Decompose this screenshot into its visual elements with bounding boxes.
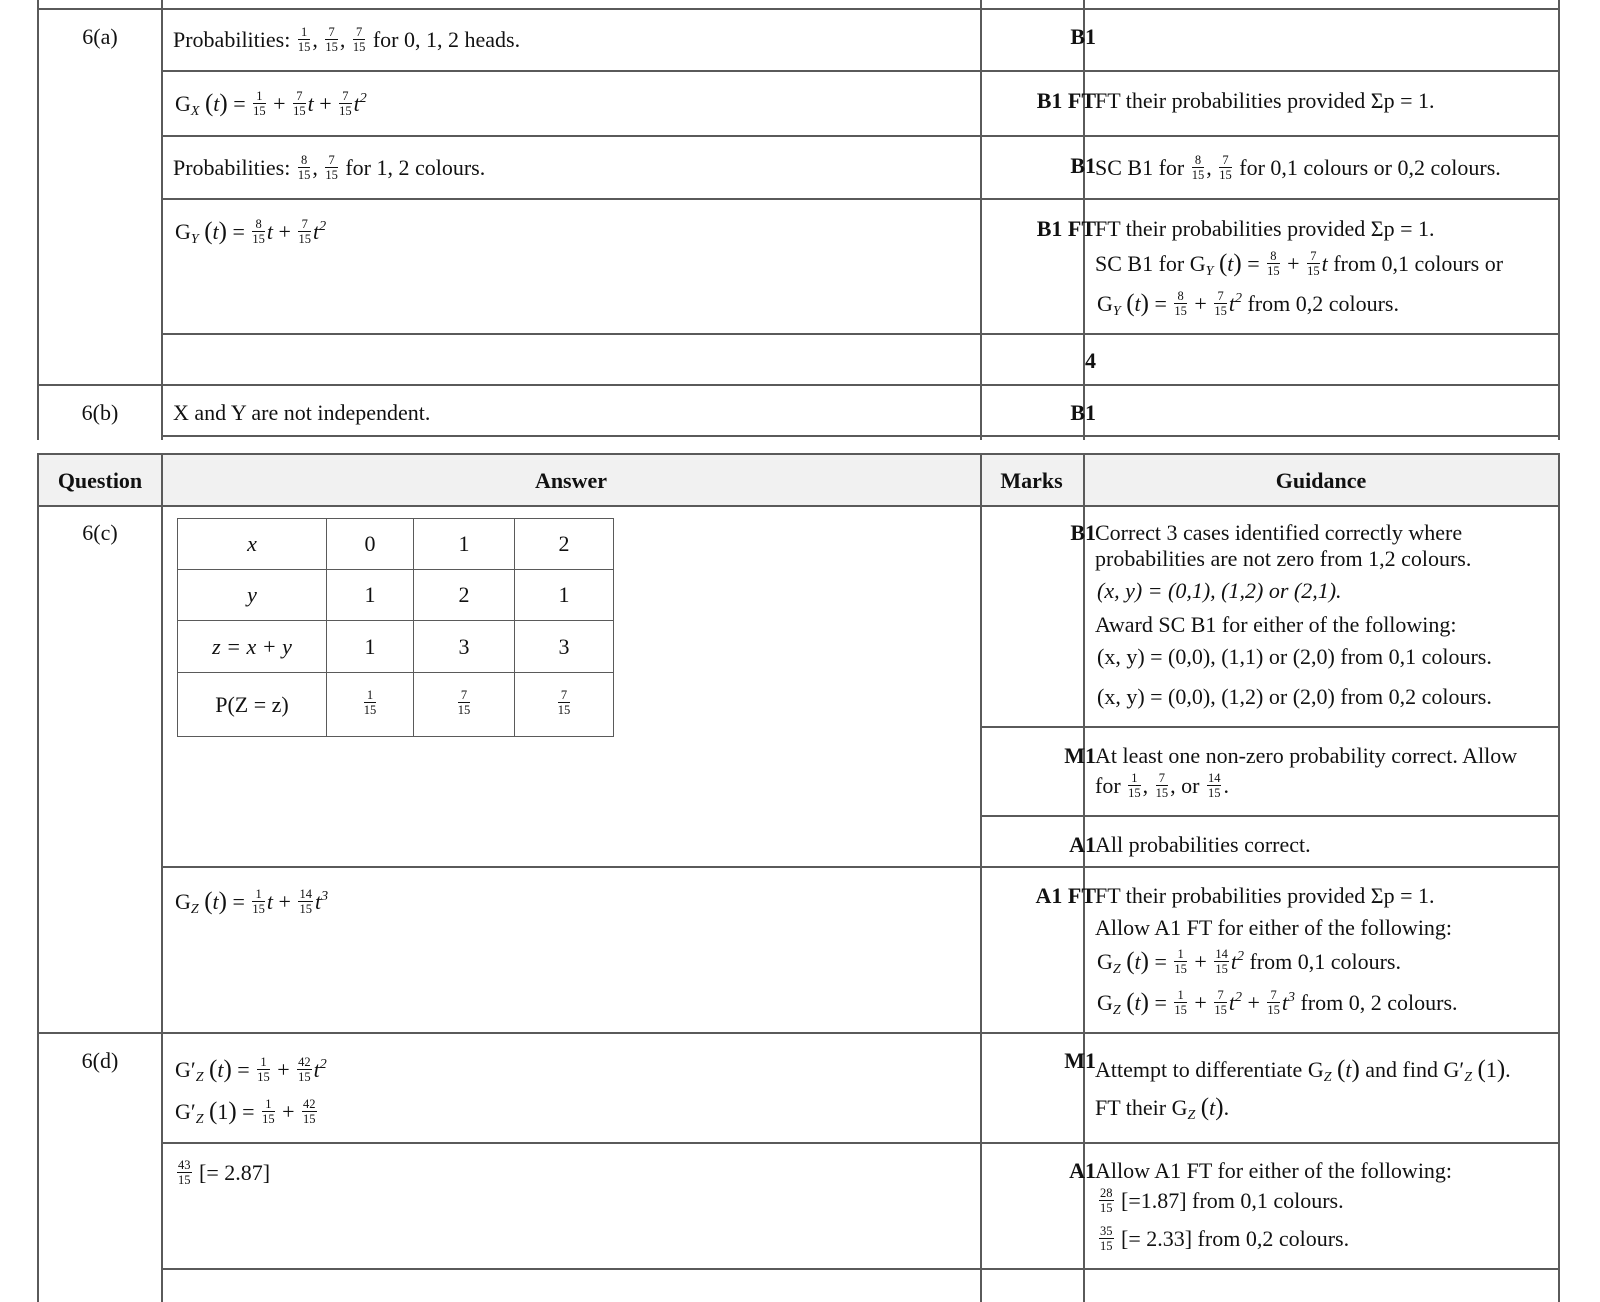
guidance-text: from 0,1 colours or xyxy=(1333,251,1504,276)
rule xyxy=(1558,453,1560,1302)
header-answer: Answer xyxy=(534,468,608,493)
guidance-6c-m1-l1: At least one non-zero probability correct. Allow xyxy=(1095,743,1518,768)
header-marks: Marks xyxy=(1000,468,1063,493)
mark-6a-4: B1 FT xyxy=(1036,216,1096,241)
answer-6c-gz: $G_Z$ (t) = $\frac{1}{15}$ t + $\frac{14}{15}$ $t^3$ xyxy=(175,886,329,917)
guidance-6c-b1-l2: probabilities are not zero from 1,2 colours. xyxy=(1095,546,1472,571)
rule xyxy=(162,1268,1560,1270)
guidance-6c-a1ft-l3: $G_Z$ (t) = $\frac{1}{15}$ + $\frac{14}{15}$ $t^2$ from 0,1 colours. xyxy=(1097,946,1401,977)
mark-6c-a1ft: A1 FT xyxy=(1035,883,1096,908)
denominator: 15 xyxy=(325,168,338,183)
table-row xyxy=(178,673,614,737)
answer-text: X and Y are not independent. xyxy=(173,400,431,425)
table-cell: 3 xyxy=(414,621,515,673)
answer-text: [= 2.87] xyxy=(199,1160,271,1185)
rule xyxy=(980,726,1560,728)
guidance-text: from 0, 2 colours. xyxy=(1300,990,1458,1015)
table-cell: $\frac{7}{15}$ xyxy=(414,673,515,737)
header-guidance: Guidance xyxy=(1275,468,1367,493)
table-header-cell: P(Z = z) xyxy=(178,673,327,737)
mark-6c-b1: B1 xyxy=(1070,520,1096,545)
header-question: Question xyxy=(57,468,143,493)
table-header-cell: x xyxy=(178,519,327,570)
table-cell: 2 xyxy=(414,570,515,621)
question-label-6c: 6(c) xyxy=(82,520,118,545)
numerator: 7 xyxy=(325,26,338,41)
guidance-6c-a1ft-l2: Allow A1 FT for either of the following: xyxy=(1095,915,1453,940)
numerator: 7 xyxy=(353,26,366,41)
table-cell: 1 xyxy=(414,519,515,570)
rule xyxy=(162,435,1560,437)
guidance-6a-4-l2: SC B1 for $G_Y$ (t) = $\frac{8}{15}$ + $\frac{7}{15}$ t from 0,1 colours or xyxy=(1095,248,1504,279)
guidance-6d-a1-l1: Allow A1 FT for either of the following: xyxy=(1095,1158,1453,1183)
guidance-text: [= 2.33] from 0,2 colours. xyxy=(1121,1226,1350,1251)
guidance-text: [=1.87] from 0,1 colours. xyxy=(1121,1188,1344,1213)
guidance-6c-b1-l5: (x, y) = (0,0), (1,1) or (2,0) from 0,1 colours. xyxy=(1097,644,1492,669)
mark-6b: B1 xyxy=(1070,400,1096,425)
rule xyxy=(162,70,1560,72)
answer-6a-probabilities: Probabilities: $\frac{1}{15}$ , $\frac{7}{15}$ , $\frac{7}{15}$ for 0, 1, 2 heads. xyxy=(173,24,521,55)
table-cell: 1 xyxy=(515,570,614,621)
fraction xyxy=(325,154,338,182)
table-row xyxy=(178,570,614,621)
table-row xyxy=(178,621,614,673)
fraction xyxy=(298,154,311,182)
numerator: 1 xyxy=(298,26,311,41)
numerator: 8 xyxy=(298,154,311,169)
guidance-6a-4-l1: FT their probabilities provided Σp = 1. xyxy=(1095,216,1435,241)
table-cell: 1 xyxy=(327,621,414,673)
mark-6c-a1: A1 xyxy=(1069,832,1096,857)
mark-total-6a: 4 xyxy=(1085,348,1096,373)
table-row xyxy=(178,519,614,570)
guidance-6c-a1ft-l1: FT their probabilities provided Σp = 1. xyxy=(1095,883,1435,908)
denominator: 15 xyxy=(297,40,311,55)
rule xyxy=(162,135,1560,137)
guidance-6c-a1: All probabilities correct. xyxy=(1095,832,1311,857)
fraction xyxy=(353,26,366,54)
guidance-6d-a1-l2: $\frac{28}{15}$ [=1.87] from 0,1 colours. xyxy=(1100,1185,1344,1216)
mark-6d-m1: M1 xyxy=(1064,1048,1096,1073)
table-cell: 2 xyxy=(515,519,614,570)
answer-6a-colours: Probabilities: $\frac{8}{15}$ , $\frac{7}{15}$ for 1, 2 colours. xyxy=(173,152,486,183)
answer-6a-gy: $G_Y$ (t) = $\frac{8}{15}$ t + $\frac{7}{15}$ $t^2$ xyxy=(175,216,327,247)
fraction xyxy=(298,26,311,54)
guidance-text: FT their xyxy=(1095,1095,1167,1120)
rule xyxy=(161,453,163,1302)
rule xyxy=(38,505,1560,507)
guidance-text: or xyxy=(1181,773,1200,798)
answer-6b xyxy=(173,400,430,425)
rule xyxy=(38,453,1560,455)
answer-text: Probabilities: xyxy=(173,27,291,52)
rule xyxy=(162,866,1560,868)
table-cell: $\frac{1}{15}$ xyxy=(327,673,414,737)
distribution-table xyxy=(177,518,614,737)
rule xyxy=(38,8,1560,10)
rule xyxy=(980,453,982,1302)
guidance-text: for xyxy=(1095,773,1121,798)
rule xyxy=(38,1032,1560,1034)
guidance-text: SC B1 for xyxy=(1095,251,1185,276)
rule xyxy=(37,453,39,1302)
answer-6d-result: $\frac{43}{15}$ [= 2.87] xyxy=(178,1157,271,1188)
rule xyxy=(980,815,1560,817)
guidance-6c-b1-l6: (x, y) = (0,0), (1,2) or (2,0) from 0,2 colours. xyxy=(1097,684,1492,709)
answer-6d-derivative: $G'_Z$ (t) = $\frac{1}{15}$ + $\frac{42}{15}$ $t^2$ xyxy=(175,1054,327,1085)
denominator: 15 xyxy=(352,40,366,55)
denominator: 15 xyxy=(297,168,311,183)
rule xyxy=(162,1142,1560,1144)
table-cell: 0 xyxy=(327,519,414,570)
guidance-6d-a1-l3: $\frac{35}{15}$ [= 2.33] from 0,2 colours. xyxy=(1100,1223,1350,1254)
guidance-text: from 0,2 colours. xyxy=(1247,291,1399,316)
question-label-6a: 6(a) xyxy=(82,24,118,49)
guidance-6c-b1-l1: Correct 3 cases identified correctly where xyxy=(1095,520,1463,545)
guidance-6c-b1-l4: Award SC B1 for either of the following: xyxy=(1095,612,1457,637)
answer-6d-derivative-at-1: $G'_Z$ (1) = $\frac{1}{15}$ + $\frac{42}{15}$ xyxy=(175,1096,316,1127)
fraction xyxy=(325,26,338,54)
rule xyxy=(38,384,1560,386)
answer-6a-gx: $G_X$ (t) = $\frac{1}{15}$ + $\frac{7}{15}$ t + $\frac{7}{15}$ $t^2$ xyxy=(175,88,367,119)
rule xyxy=(980,0,982,440)
answer-text: for 0, 1, 2 heads. xyxy=(372,27,521,52)
rule xyxy=(162,198,1560,200)
mark-6c-m1: M1 xyxy=(1064,743,1096,768)
question-label-6b: 6(b) xyxy=(81,400,119,425)
answer-text: for 1, 2 colours. xyxy=(345,155,486,180)
denominator: 15 xyxy=(325,40,338,55)
guidance-text: SC B1 for xyxy=(1095,155,1185,180)
question-label-6d: 6(d) xyxy=(81,1048,119,1073)
guidance-6d-m1-l1: Attempt to differentiate $G_Z$ (t) and find $G'_Z$ (1). xyxy=(1095,1056,1511,1085)
mark-6a-3: B1 xyxy=(1070,153,1096,178)
guidance-6c-m1-l2: for $\frac{1}{15}$ , $\frac{7}{15}$ , or $\frac{14}{15}$ . xyxy=(1095,770,1229,801)
mark-6a-2: B1 FT xyxy=(1036,88,1096,113)
guidance-6c-b1-l3: (x, y) = (0,1), (1,2) or (2,1). xyxy=(1097,578,1342,603)
rule xyxy=(162,333,1560,335)
guidance-text: from 0,1 colours. xyxy=(1249,949,1401,974)
guidance-6d-m1-l2: FT their $G_Z$ (t). xyxy=(1095,1094,1230,1123)
rule xyxy=(161,0,163,440)
guidance-6a-2: FT their probabilities provided Σp = 1. xyxy=(1095,88,1435,113)
table-header-cell: y xyxy=(178,570,327,621)
guidance-6a-4-l3: $G_Y$ (t) = $\frac{8}{15}$ + $\frac{7}{15}$ $t^2$ from 0,2 colours. xyxy=(1097,288,1399,319)
mark-6d-a1: A1 xyxy=(1069,1158,1096,1183)
guidance-text: and find xyxy=(1365,1057,1438,1082)
numerator: 7 xyxy=(325,154,338,169)
table-cell: $\frac{7}{15}$ xyxy=(515,673,614,737)
guidance-6c-a1ft-l4: $G_Z$ (t) = $\frac{1}{15}$ + $\frac{7}{15}$ $t^2$ + $\frac{7}{15}$ $t^3$ from 0, 2 colours. xyxy=(1097,987,1458,1018)
rule xyxy=(37,0,39,440)
table-header-cell: z = x + y xyxy=(178,621,327,673)
guidance-text: for 0,1 colours or 0,2 colours. xyxy=(1239,155,1501,180)
guidance-6a-3: SC B1 for $\frac{8}{15}$ , $\frac{7}{15}$ for 0,1 colours or 0,2 colours. xyxy=(1095,152,1501,183)
mark-6a-1: B1 xyxy=(1070,24,1096,49)
guidance-text: Attempt to differentiate xyxy=(1095,1057,1303,1082)
rule xyxy=(1558,0,1560,440)
table-cell: 3 xyxy=(515,621,614,673)
table-cell: 1 xyxy=(327,570,414,621)
answer-text: Probabilities: xyxy=(173,155,291,180)
